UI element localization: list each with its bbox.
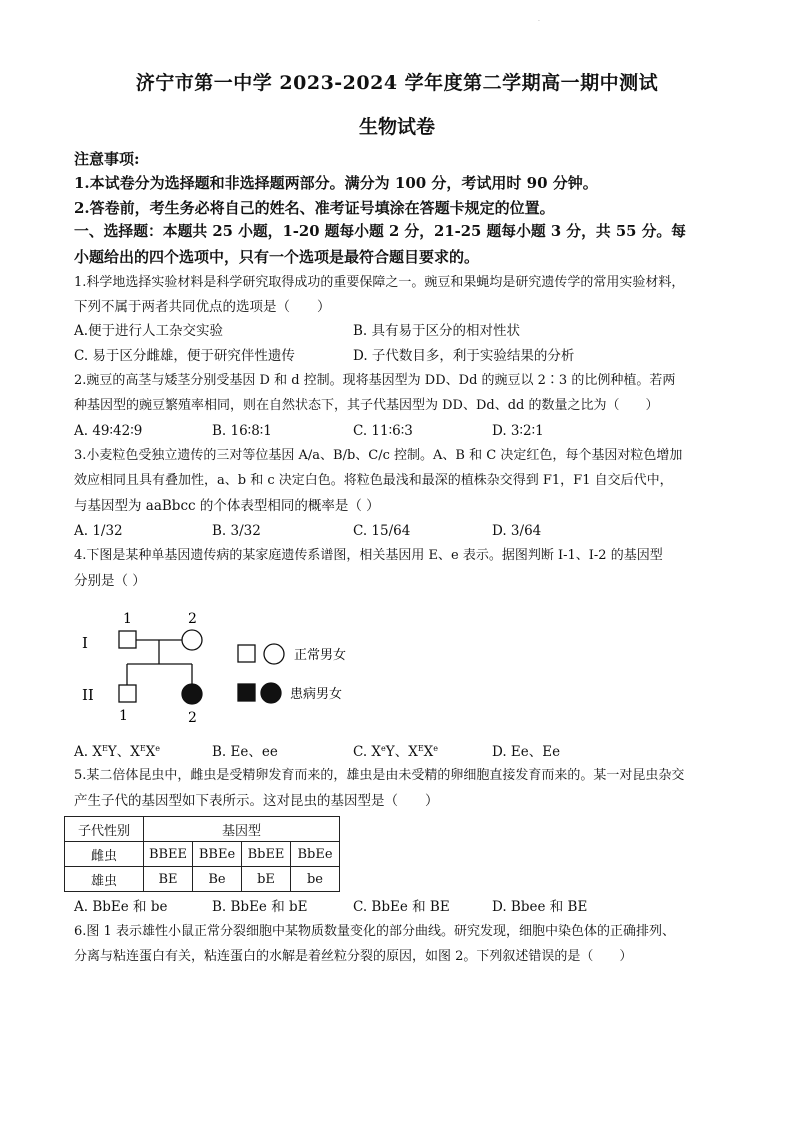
q6-stem-line2: 分离与粘连蛋白有关，粘连蛋白的水解是着丝粒分裂的原因，如图 2。下列叙述错误的是（ ）	[74, 949, 633, 964]
legend-female-affected	[261, 683, 281, 703]
table-cell: be	[291, 867, 340, 892]
table-cell: Be	[193, 867, 242, 892]
section-heading-line1: 一、选择题：本题共 25 小题，1-20 题每小题 2 分，21-25 题每小题 3 分，共 55 分。每	[74, 223, 686, 240]
q3-stem-line2: 效应相同且具有叠加性，a、b 和 c 决定白色。将粒色最浅和最深的植株杂交得到 F1，F1 自交后代中，	[74, 473, 673, 488]
table-row-male	[65, 867, 340, 892]
q3-option-b: B. 3/32	[212, 523, 261, 539]
q5-option-a: A. BbEe 和 be	[74, 899, 168, 915]
legend-male-affected	[238, 684, 255, 701]
q4-option-a: A. $X^EY$、$X^EXe$	[74, 744, 161, 760]
notice-item-1: 1.本试卷分为选择题和非选择题两部分。满分为 100 分，考试用时 90 分钟。	[74, 174, 598, 192]
generation-label-1: I	[82, 634, 88, 652]
q2-stem-line2: 种基因型的豌豆繁殖率相同，则在自然状态下，其子代基因型为 DD、Dd、dd 的数量之比为（ ）	[74, 398, 659, 413]
q1-option-c: C. 易于区分雌雄，便于研究伴性遗传	[74, 348, 295, 364]
q3-stem-line3: 与基因型为 aaBbcc 的个体表型相同的概率是（ ）	[74, 498, 380, 514]
q2-option-d: D. 3∶2∶1	[492, 423, 544, 439]
male-normal-II-1	[119, 685, 136, 702]
q1-option-d: D. 子代数目多，利于实验结果的分析	[353, 348, 575, 364]
female-affected-II-2	[182, 684, 202, 704]
q5-option-c: C. BbEe 和 BE	[353, 899, 450, 915]
q5-option-d: D. Bbee 和 BE	[492, 899, 588, 915]
q4-option-c: C. XeY、$X^EXe$	[353, 744, 439, 760]
q4-option-d: D. Ee、Ee	[492, 744, 561, 760]
q2-option-b: B. 16∶8∶1	[212, 423, 272, 439]
q4-option-b: B. Ee、ee	[212, 744, 278, 760]
table-cell: BBEE	[144, 842, 193, 867]
individual-number-II-2: 2	[188, 710, 197, 726]
table-cell-female-label: 雌虫	[65, 842, 144, 867]
q5-option-b: B. BbEe 和 bE	[212, 899, 308, 915]
q4-stem-line2: 分别是（ ）	[74, 573, 146, 589]
table-row-female	[65, 842, 340, 867]
q5-stem-line2: 产生子代的基因型如下表所示。这对昆虫的基因型是（ ）	[74, 793, 439, 809]
individual-number-I-1: 1	[123, 611, 132, 627]
page-subtitle: 生物试卷	[358, 116, 435, 138]
notice-item-2: 2.答卷前，考生务必将自己的姓名、准考证号填涂在答题卡规定的位置。	[74, 199, 555, 217]
q2-option-a: A. 49∶42∶9	[74, 423, 143, 439]
pedigree-chart	[74, 606, 374, 726]
legend-male-normal	[238, 645, 255, 662]
generation-label-2: II	[82, 686, 94, 704]
q5-stem-line1: 5.某二倍体昆虫中，雌虫是受精卵发育而来的，雄虫是由未受精的卵细胞直接发育而来的。某一对昆虫杂交	[74, 768, 685, 783]
q3-option-c: C. 15/64	[353, 523, 411, 539]
scan-mark: .	[538, 16, 540, 23]
q6-stem-line1: 6.图 1 表示雄性小鼠正常分裂细胞中某物质数量变化的部分曲线。研究发现，细胞中染色体的正确排列、	[74, 924, 675, 939]
female-normal-I-2	[182, 630, 202, 650]
q1-option-a: A.便于进行人工杂交实验	[74, 323, 224, 339]
q3-option-d: D. 3/64	[492, 523, 542, 539]
table-cell: BBEe	[193, 842, 242, 867]
legend-affected-label: 患病男女	[290, 687, 343, 702]
q3-stem-line1: 3.小麦粒色受独立遗传的三对等位基因 A/a、B/b、C/c 控制。A、B 和 C 决定红色，每个基因对粒色增加	[74, 448, 683, 463]
legend-female-normal	[264, 644, 284, 664]
table-header-sex: 子代性别	[65, 817, 144, 842]
q4-stem-line1: 4.下图是某种单基因遗传病的某家庭遗传系谱图，相关基因用 E、e 表示。据图判断 Ⅰ-1、Ⅰ-2 的基因型	[74, 548, 663, 563]
legend-normal-label: 正常男女	[294, 648, 347, 663]
male-normal-I-1	[119, 631, 136, 648]
genotype-table	[64, 816, 340, 892]
individual-number-I-2: 2	[188, 611, 197, 627]
table-cell: bE	[242, 867, 291, 892]
table-cell: BbEE	[242, 842, 291, 867]
table-cell: BbEe	[291, 842, 340, 867]
q2-option-c: C. 11∶6∶3	[353, 423, 413, 439]
table-cell-male-label: 雄虫	[65, 867, 144, 892]
table-header-genotype: 基因型	[144, 817, 340, 842]
notice-heading: 注意事项:	[74, 150, 140, 168]
table-cell: BE	[144, 867, 193, 892]
q1-stem-line2: 下列不属于两者共同优点的选项是（ ）	[74, 299, 331, 315]
q1-option-b: B. 具有易于区分的相对性状	[353, 323, 521, 339]
individual-number-II-1: 1	[119, 708, 128, 724]
page-title: 济宁市第一中学 2023-2024 学年度第二学期高一期中测试	[135, 72, 659, 94]
section-heading-line2: 小题给出的四个选项中，只有一个选项是最符合题目要求的。	[74, 248, 480, 266]
q2-stem-line1: 2.豌豆的高茎与矮茎分别受基因 D 和 d 控制。现将基因型为 DD、Dd 的豌豆以 2∶3 的比例种植。若两	[74, 373, 676, 388]
q3-option-a: A. 1/32	[74, 523, 123, 539]
table-header-row	[65, 817, 340, 842]
q1-stem-line1: 1.科学地选择实验材料是科学研究取得成功的重要保障之一。豌豆和果蝇均是研究遗传学的常用实验材料，	[74, 275, 685, 290]
